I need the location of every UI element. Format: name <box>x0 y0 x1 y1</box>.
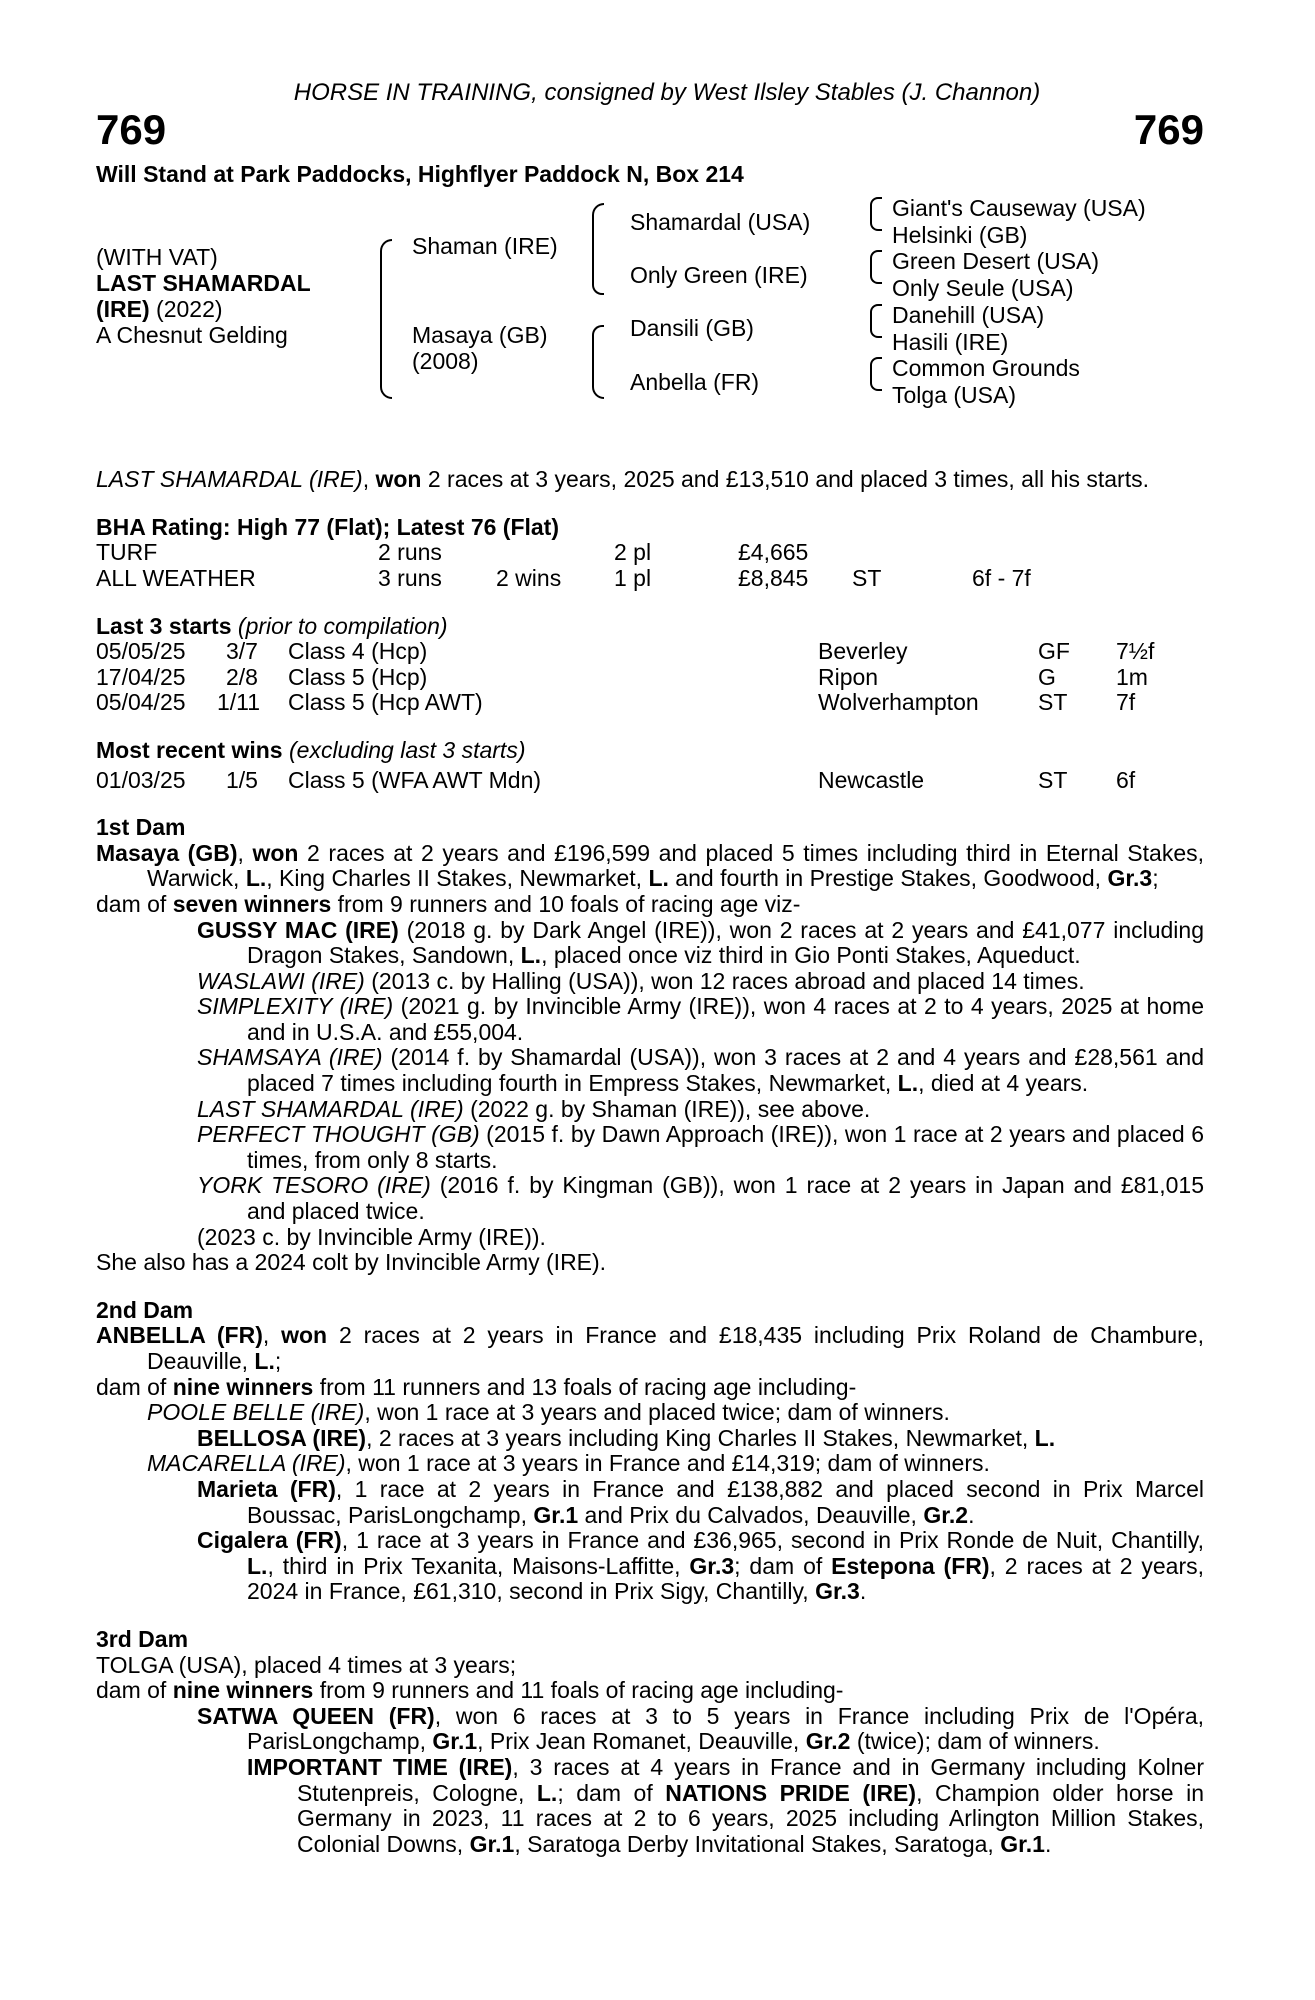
horse-description: A Chesnut Gelding <box>96 322 288 349</box>
win-row <box>96 768 1204 794</box>
bracket-dam <box>592 325 604 355</box>
text: 2 races at 2 years and £196,599 and placed 5 times including third in Eternal Stakes, Warwick, <box>147 839 1205 892</box>
progeny-name: SIMPLEXITY (IRE) <box>197 993 394 1020</box>
start-row <box>96 665 1204 691</box>
class: Class 5 (Hcp) <box>288 663 428 690</box>
text: from 11 runners and 13 foals of racing age including- <box>313 1373 857 1400</box>
listed: L. <box>245 865 267 892</box>
dam: Masaya (GB) <box>412 322 548 349</box>
progeny-name: Marieta (FR) <box>197 1475 336 1502</box>
horse-name-line2 <box>96 296 223 322</box>
surface: ALL WEATHER <box>96 564 256 591</box>
gg1: Giant's Causeway (USA) <box>892 195 1146 222</box>
progeny-item <box>96 1400 1204 1426</box>
text: dam of <box>96 1677 173 1704</box>
runs: 3 runs <box>378 564 442 591</box>
progeny-item <box>96 1755 1204 1857</box>
text: (2022 g. by Shaman (IRE)), see above. <box>463 1095 871 1122</box>
progeny-item <box>96 1045 1204 1096</box>
text: , 3 races at 4 years in France and in Germany including Kolner Stutenpreis, Cologne, <box>297 1753 1204 1806</box>
going: ST <box>1038 766 1068 793</box>
text: , won 1 race at 3 years in France and £14,319; dam of winners. <box>345 1450 990 1477</box>
progeny-item <box>96 1426 1204 1452</box>
sire-sire: Shamardal (USA) <box>630 209 811 236</box>
sire-dam: Only Green (IRE) <box>630 262 808 289</box>
text: , 1 race at 2 years in France and £138,882 and placed second in Prix Marcel Boussac, ParisLongchamp, <box>247 1475 1204 1528</box>
progeny-name: MACARELLA (IRE) <box>147 1450 346 1477</box>
progeny-item: (2023 c. by Invincible Army (IRE)). <box>197 1223 546 1250</box>
won: won <box>281 1322 328 1349</box>
section-title: 2nd Dam <box>96 1296 194 1323</box>
rating-row <box>96 540 1204 566</box>
progeny-name: YORK TESORO (IRE) <box>197 1172 431 1199</box>
text: from 9 runners and 11 foals of racing age including- <box>313 1677 844 1704</box>
bracket-top <box>380 239 392 319</box>
progeny-item <box>96 1097 1204 1123</box>
winners-count: seven winners <box>172 890 332 917</box>
bracket-sire-b <box>592 275 604 295</box>
dam-record: Masaya (GB), won 2 races at 2 years and £196,599 and placed 5 times including third in Eternal Stakes, Warwick, L., King Charles II Stakes, Newmarket, L. and fourth in Prestige Stakes, Goodwood, Gr.3; <box>96 839 1205 892</box>
listed: L. <box>520 942 542 969</box>
dam-name: ANBELLA (FR) <box>96 1322 263 1349</box>
prize: £4,665 <box>738 539 809 566</box>
dam-record: ANBELLA (FR), won 2 races at 2 years in France and £18,435 including Prix Roland de Chambure, Deauville, L.; <box>96 1322 1204 1374</box>
text: , won 1 race at 3 years and placed twice; dam of winners. <box>364 1399 950 1426</box>
bracket-sire <box>592 203 604 277</box>
grand-progeny-name: Estepona (FR) <box>831 1552 990 1579</box>
date: 05/04/25 <box>96 689 186 716</box>
winners-count: nine winners <box>172 1677 314 1704</box>
text: , placed once viz third in Gio Ponti Stakes, Aqueduct. <box>541 942 1081 969</box>
summary-won: won <box>375 466 422 493</box>
progeny-item <box>96 994 1204 1045</box>
b3b <box>870 320 882 338</box>
progeny-name: IMPORTANT TIME (IRE) <box>247 1753 513 1780</box>
summary-text: 2 races at 3 years, 2025 and £13,510 and placed 3 times, all his starts. <box>421 466 1149 493</box>
recent-heading <box>96 738 1204 764</box>
text: , King Charles II Stakes, Newmarket, <box>266 865 649 892</box>
dam-of <box>96 1678 1204 1704</box>
bracket-dam-b <box>592 353 604 399</box>
b1b <box>870 213 882 231</box>
rating-row <box>96 566 1204 592</box>
class: Class 5 (WFA AWT Mdn) <box>288 766 542 793</box>
progeny-item <box>96 1477 1204 1528</box>
group: Gr.3 <box>1107 865 1153 892</box>
text: 2 races at 2 years in France and £18,435 including Prix Roland de Chambure, Deauville, <box>147 1322 1204 1374</box>
also-has: She also has a 2024 colt by Invincible Army (IRE). <box>96 1249 607 1276</box>
grand-progeny-name: NATIONS PRIDE (IRE) <box>665 1779 917 1806</box>
bracket-bottom <box>380 317 392 399</box>
progeny-item <box>96 1122 1204 1173</box>
listed: L. <box>648 865 669 892</box>
position: 3/7 <box>226 638 258 665</box>
gg8: Tolga (USA) <box>892 382 1016 409</box>
listed: L. <box>536 1779 558 1806</box>
group: Gr.3 <box>815 1578 860 1605</box>
lot-number-left: 769 <box>96 105 167 153</box>
going: ST <box>852 564 882 591</box>
vat-note: (WITH VAT) <box>96 244 218 271</box>
dam-of <box>96 892 1204 918</box>
position: 1/5 <box>226 766 258 793</box>
last3-subtitle: (prior to compilation) <box>231 612 448 639</box>
date: 01/03/25 <box>96 766 186 793</box>
recent-title: Most recent wins <box>96 736 283 763</box>
text: (2016 f. by Kingman (GB)), won 1 race at 2 years in Japan and £81,015 and placed twice. <box>247 1172 1204 1225</box>
text: , third in Prix Texanita, Maisons-Laffitte, <box>267 1552 690 1579</box>
going: G <box>1038 663 1056 690</box>
pedigree-table <box>96 187 1204 445</box>
gg3: Green Desert (USA) <box>892 248 1100 275</box>
group: Gr.1 <box>469 1830 515 1857</box>
text: (twice); dam of winners. <box>850 1728 1100 1755</box>
distance: 6f <box>1116 766 1136 793</box>
text: . <box>968 1501 975 1528</box>
last-3-starts <box>96 614 1204 716</box>
progeny-name: SATWA QUEEN (FR) <box>197 1702 435 1729</box>
gg6: Hasili (IRE) <box>892 329 1009 356</box>
text: , Saratoga Derby Invitational Stakes, Saratoga, <box>514 1830 1001 1857</box>
start-row <box>96 639 1204 665</box>
text: . <box>859 1578 867 1605</box>
progeny-name: GUSSY MAC (IRE) <box>197 916 399 943</box>
b2b <box>870 266 882 284</box>
progeny-name: PERFECT THOUGHT (GB) <box>197 1121 480 1148</box>
placed: 1 pl <box>614 564 652 591</box>
rating-title: BHA Rating: High 77 (Flat); Latest 76 (Flat) <box>96 513 559 540</box>
position: 2/8 <box>226 663 258 690</box>
text: and fourth in Prestige Stakes, Goodwood, <box>668 865 1108 892</box>
course: Newcastle <box>818 766 925 793</box>
start-row <box>96 690 1204 716</box>
catalogue-page <box>96 80 1204 1857</box>
group: Gr.1 <box>1000 1830 1045 1857</box>
sire: Shaman (IRE) <box>412 233 558 260</box>
gg7: Common Grounds <box>892 355 1080 382</box>
lot-number-right: 769 <box>1133 105 1204 153</box>
race-summary: LAST SHAMARDAL (IRE), won 2 races at 3 years, 2025 and £13,510 and placed 3 times, all his starts. <box>96 466 1149 493</box>
dam-dam: Anbella (FR) <box>630 369 760 396</box>
section-title: 1st Dam <box>96 814 186 841</box>
lot-number-row <box>96 106 1204 158</box>
going: ST <box>1038 689 1068 716</box>
text: , won 6 races at 3 to 5 years in France including Prix de l'Opéra, ParisLongchamp, <box>247 1702 1204 1755</box>
last3-title: Last 3 starts <box>96 612 232 639</box>
first-dam-section <box>96 815 1204 1276</box>
progeny-item <box>96 1528 1204 1605</box>
group: Gr.2 <box>923 1501 969 1528</box>
text: dam of <box>96 890 173 917</box>
second-dam-section <box>96 1298 1204 1605</box>
group: Gr.1 <box>533 1501 579 1528</box>
gg5: Danehill (USA) <box>892 302 1045 329</box>
progeny-name: SHAMSAYA (IRE) <box>197 1044 383 1071</box>
progeny-name: WASLAWI (IRE) <box>197 967 365 994</box>
class: Class 5 (Hcp AWT) <box>288 689 483 716</box>
class: Class 4 (Hcp) <box>288 638 428 665</box>
progeny-item <box>96 1173 1204 1224</box>
group: Gr.3 <box>689 1552 735 1579</box>
progeny-item <box>96 1704 1204 1755</box>
section-title: 3rd Dam <box>96 1625 189 1652</box>
progeny-name: BELLOSA (IRE) <box>197 1424 367 1451</box>
progeny-item <box>96 969 1204 995</box>
text: and Prix du Calvados, Deauville, <box>578 1501 924 1528</box>
listed: L. <box>1034 1424 1056 1451</box>
going: GF <box>1038 638 1070 665</box>
text: . <box>1044 1830 1052 1857</box>
horse-name: LAST SHAMARDAL <box>96 270 311 297</box>
text: , 2 races at 2 years, 2024 in France, £61,310, second in Prix Sigy, Chantilly, <box>247 1552 1205 1605</box>
position: 1/11 <box>217 689 261 716</box>
winners-count: nine winners <box>172 1373 314 1400</box>
surface: TURF <box>96 539 158 566</box>
distance: 7½f <box>1116 638 1155 665</box>
dam-record: TOLGA (USA), placed 4 times at 3 years; <box>96 1651 517 1678</box>
listed: L. <box>247 1552 268 1579</box>
progeny-name: LAST SHAMARDAL (IRE) <box>197 1095 464 1122</box>
distance: 6f - 7f <box>972 564 1031 591</box>
distance: 1m <box>1116 663 1148 690</box>
progeny-item <box>96 918 1204 969</box>
text: ; dam of <box>557 1779 666 1806</box>
text: , died at 4 years. <box>918 1070 1089 1097</box>
consignor-line: HORSE IN TRAINING, consigned by West Ilsley Stables (J. Channon) <box>293 79 1041 106</box>
text: ; <box>1152 865 1159 892</box>
text: ; dam of <box>734 1552 832 1579</box>
text: (2014 f. by Shamardal (USA)), won 3 races at 2 and 4 years and £28,561 and placed 7 times including fourth in Empress Stakes, Newmarket, <box>247 1044 1204 1097</box>
wins: 2 wins <box>496 564 562 591</box>
gg4: Only Seule (USA) <box>892 275 1074 302</box>
text: , 2 races at 3 years including King Charles II Stakes, Newmarket, <box>366 1424 1035 1451</box>
b4b <box>870 373 882 391</box>
recent-subtitle: (excluding last 3 starts) <box>282 736 526 763</box>
dam-sire: Dansili (GB) <box>630 315 754 342</box>
text: , Prix Jean Romanet, Deauville, <box>477 1728 806 1755</box>
group: Gr.1 <box>432 1728 478 1755</box>
runs: 2 runs <box>378 539 442 566</box>
third-dam-section <box>96 1627 1204 1857</box>
won: won <box>252 839 299 866</box>
group: Gr.2 <box>805 1728 851 1755</box>
text: , Champion older horse in Germany in 2023, 11 races at 2 to 6 years, 2025 including Arlington Million Stakes, Colonial Downs, <box>297 1779 1204 1857</box>
text: (2018 g. by Dark Angel (IRE)), won 2 races at 2 years and £41,077 including Dragon Stakes, Sandown, <box>247 916 1204 969</box>
text: (2015 f. by Dawn Approach (IRE)), won 1 race at 2 years and placed 6 times, from only 8 starts. <box>247 1121 1204 1173</box>
course: Ripon <box>818 663 879 690</box>
placed: 2 pl <box>614 539 652 566</box>
dam-of <box>96 1375 1204 1401</box>
progeny-name: POOLE BELLE (IRE) <box>147 1399 365 1426</box>
date: 05/05/25 <box>96 638 186 665</box>
course: Beverley <box>818 638 908 665</box>
text: from 9 runners and 10 foals of racing age viz- <box>331 890 801 917</box>
text: dam of <box>96 1373 173 1400</box>
last3-heading <box>96 614 1204 640</box>
dam-year: (2008) <box>412 348 479 375</box>
most-recent-wins <box>96 738 1204 793</box>
progeny-item <box>96 1451 1204 1477</box>
progeny-name: Cigalera (FR) <box>197 1527 342 1554</box>
listed: L. <box>897 1070 919 1097</box>
rating-section <box>96 515 1204 592</box>
dam-name: Masaya (GB) <box>96 839 238 866</box>
course: Wolverhampton <box>818 689 979 716</box>
date: 17/04/25 <box>96 663 186 690</box>
distance: 7f <box>1116 689 1136 716</box>
prize: £8,845 <box>738 564 809 591</box>
gg2: Helsinki (GB) <box>892 222 1028 249</box>
text: (2021 g. by Invincible Army (IRE)), won 4 races at 2 to 4 years, 2025 at home and in U.S.A. and £55,004. <box>247 993 1204 1045</box>
stand-info: Will Stand at Park Paddocks, Highflyer Paddock N, Box 214 <box>96 160 744 187</box>
text: ; <box>274 1348 282 1374</box>
text: (2013 c. by Halling (USA)), won 12 races abroad and placed 14 times. <box>364 967 1085 994</box>
horse-country: (IRE) <box>96 296 150 323</box>
summary-name: LAST SHAMARDAL (IRE) <box>96 466 363 493</box>
text: , 1 race at 3 years in France and £36,965, second in Prix Ronde de Nuit, Chantilly, <box>341 1527 1204 1554</box>
listed: L. <box>254 1348 275 1374</box>
horse-year: (2022) <box>149 296 223 323</box>
